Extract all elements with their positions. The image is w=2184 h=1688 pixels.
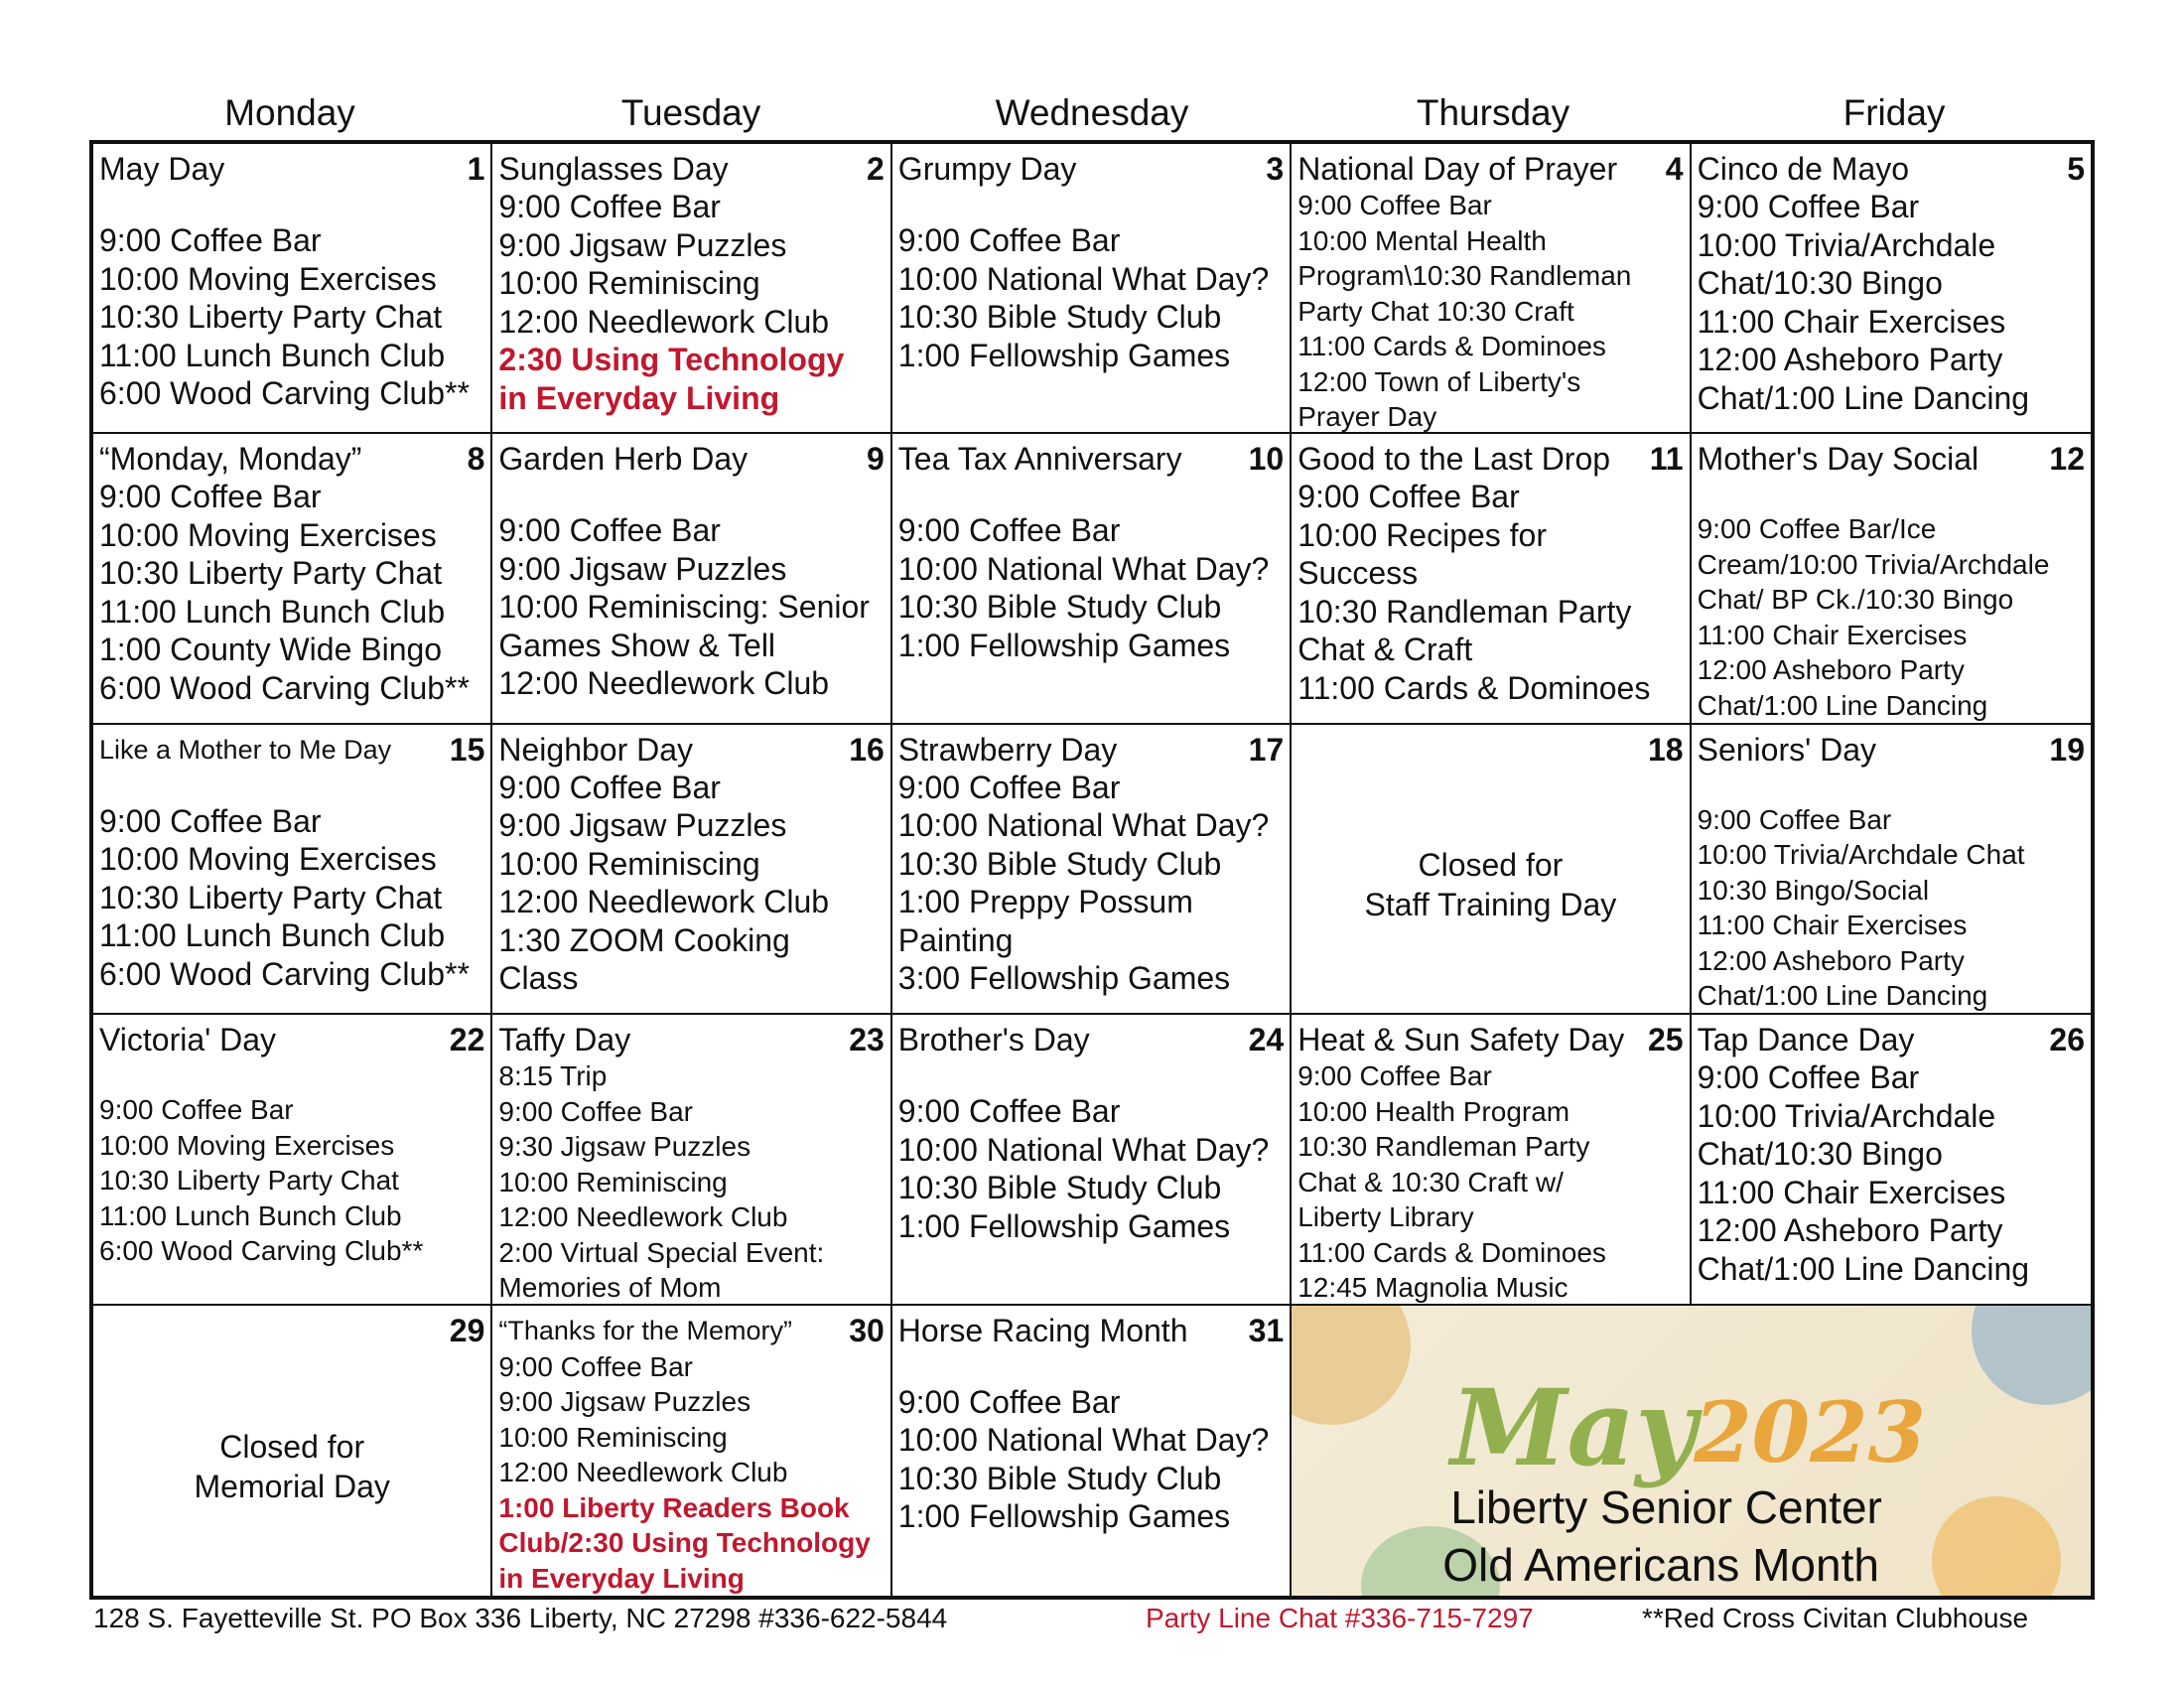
event-item: Memories of Mom [498, 1272, 722, 1304]
event-item: 8:15 Trip [498, 1060, 608, 1092]
event-item [99, 188, 486, 221]
event-item: Painting [897, 921, 1014, 958]
event-item: 10:00 Trivia/Archdale Chat [1697, 839, 2025, 871]
event-item: 12:00 Needlework Club [498, 884, 830, 920]
event-item: 9:00 Jigsaw Puzzles [498, 1386, 751, 1418]
day-number: 22 [449, 1022, 485, 1058]
day-cell-25 [1292, 1015, 1691, 1305]
event-item: 10:30 Liberty Party Chat [99, 555, 443, 592]
day-cell-1 [93, 144, 492, 434]
day-cell-26 [1692, 1015, 2091, 1305]
event-item: 10:00 Reminiscing [498, 1166, 728, 1197]
event-item: 12:00 Needlework Club [498, 665, 830, 702]
event-item [898, 188, 1286, 221]
event-item: 12:00 Needlework Club [498, 303, 830, 340]
closed-notice-line: Memorial Day [194, 1468, 390, 1504]
day-cell-5 [1692, 144, 2091, 434]
event-item: 10:00 Health Program [1297, 1095, 1570, 1127]
event-item: Games Show & Tell [498, 627, 776, 663]
event-item: Prayer Day [1297, 401, 1437, 432]
event-item: 1:00 Fellowship Games [897, 337, 1231, 373]
event-item: 11:00 Lunch Bunch Club [99, 1199, 402, 1231]
event-item: Party Chat 10:30 Craft [1297, 295, 1574, 327]
event-item: 10:30 Bible Study Club [897, 299, 1222, 335]
day-cell-4 [1292, 144, 1691, 434]
event-item: 11:00 Cards & Dominoes [1297, 331, 1606, 361]
day-cell-11 [1292, 434, 1691, 724]
event-item: 9:00 Coffee Bar [498, 1350, 694, 1382]
event-item: 12:45 Magnolia Music [1297, 1272, 1569, 1304]
day-cell-3 [892, 144, 1292, 434]
event-item: Chat & Craft [1297, 632, 1473, 668]
event-item: 11:00 Lunch Bunch Club [99, 593, 446, 630]
event-item: 9:00 Jigsaw Puzzles [498, 807, 787, 844]
event-item: 10:00 Reminiscing: Senior [498, 589, 870, 626]
day-number: 1 [467, 151, 485, 187]
event-item: 10:30 Liberty Party Chat [99, 299, 443, 335]
closed-notice [1292, 845, 1689, 924]
day-cell-18 [1292, 725, 1691, 1015]
day-title: “Monday, Monday” [99, 441, 362, 478]
day-title: “Thanks for the Memory” [498, 1315, 792, 1345]
day-number: 17 [1248, 731, 1285, 768]
day-title: Horse Racing Month [897, 1312, 1188, 1348]
event-item: 9:00 Coffee Bar [1697, 1059, 1920, 1096]
banner-center-name: Liberty Senior Center [1450, 1480, 1882, 1533]
event-item: 10:00 Trivia/Archdale [1697, 1097, 1996, 1134]
event-item: Liberty Library [1297, 1201, 1474, 1233]
day-title: May Day [99, 151, 225, 187]
day-number: 11 [1649, 441, 1684, 478]
day-title: Garden Herb Day [498, 441, 749, 478]
event-item: 9:00 Coffee Bar/Ice [1697, 513, 1937, 545]
month-banner [1292, 1306, 2091, 1596]
event-item [898, 478, 1286, 511]
day-cell-16 [492, 725, 891, 1015]
event-item: Class [498, 960, 579, 997]
day-number: 26 [2049, 1022, 2085, 1058]
day-cell-24 [892, 1015, 1292, 1305]
closed-notice-line: Closed for [1418, 846, 1564, 883]
event-item: 1:30 ZOOM Cooking [498, 921, 790, 958]
day-number: 30 [849, 1312, 885, 1348]
event-item [99, 1058, 486, 1092]
highlight-event-item: Club/2:30 Using Technology [498, 1527, 871, 1559]
day-number: 19 [2049, 731, 2085, 768]
day-number: 25 [1648, 1022, 1684, 1058]
event-item: 2:00 Virtual Special Event: [498, 1236, 825, 1268]
event-item: 12:00 Asheboro Party [1697, 944, 1965, 976]
event-item: 12:00 Asheboro Party [1697, 342, 2003, 377]
day-title: Mother's Day Social [1697, 441, 1979, 478]
highlight-event-item: in Everyday Living [498, 1562, 745, 1594]
event-item: 9:00 Coffee Bar [498, 512, 721, 549]
event-item: Cream/10:00 Trivia/Archdale [1697, 548, 2050, 580]
event-item: 9:00 Coffee Bar [1697, 803, 1892, 835]
event-item: 9:00 Coffee Bar [498, 189, 721, 224]
highlight-event-item: in Everyday Living [498, 379, 780, 416]
event-item: 10:00 National What Day? [897, 260, 1270, 297]
day-number: 12 [2049, 441, 2085, 478]
event-item: 9:00 Coffee Bar [1297, 479, 1520, 515]
event-item: 10:30 Liberty Party Chat [99, 1165, 399, 1196]
day-title: Neighbor Day [498, 731, 694, 768]
day-title: Like a Mother to Me Day [99, 734, 392, 765]
event-item: Chat/10:30 Bingo [1697, 265, 1943, 301]
day-number: 10 [1248, 441, 1285, 478]
day-cell-10 [892, 434, 1292, 724]
event-item: 10:00 Reminiscing [498, 845, 760, 882]
day-number: 4 [1665, 151, 1684, 187]
event-item: Success [1297, 555, 1419, 592]
event-item: Chat/1:00 Line Dancing [1697, 689, 1988, 721]
day-number: 23 [849, 1022, 885, 1058]
day-number: 29 [449, 1312, 485, 1348]
day-number: 15 [449, 731, 485, 768]
event-item: 6:00 Wood Carving Club** [99, 1235, 424, 1267]
event-item: 11:00 Chair Exercises [1697, 1174, 2006, 1210]
day-cell-12 [1692, 434, 2091, 724]
decor-shape [1972, 1306, 2091, 1405]
event-item: 10:30 Liberty Party Chat [99, 879, 443, 915]
closed-notice [93, 1427, 490, 1506]
day-number: 2 [867, 151, 885, 187]
closed-notice-line: Closed for [219, 1428, 365, 1465]
event-item: 11:00 Chair Exercises [1697, 619, 1968, 650]
event-item: 10:00 Moving Exercises [99, 260, 437, 297]
event-item: 1:00 County Wide Bingo [99, 632, 443, 668]
day-title: Seniors' Day [1697, 731, 1876, 768]
weekday-thursday: Thursday [1416, 92, 1570, 133]
event-item: Chat/1:00 Line Dancing [1697, 980, 1988, 1012]
event-item [99, 769, 486, 802]
day-cell-19 [1692, 725, 2091, 1015]
event-item: 10:00 Moving Exercises [99, 1129, 395, 1161]
event-item: 9:00 Coffee Bar [897, 512, 1121, 549]
day-title: Cinco de Mayo [1697, 151, 1910, 187]
day-cell-30 [492, 1306, 891, 1596]
day-number: 16 [849, 731, 885, 768]
event-item: 12:00 Needlework Club [498, 1457, 788, 1488]
day-title: Tea Tax Anniversary [897, 441, 1182, 478]
day-cell-22 [93, 1015, 492, 1305]
event-item: 11:00 Cards & Dominoes [1297, 1236, 1606, 1268]
weekday-header [89, 85, 2095, 141]
event-item: 11:00 Cards & Dominoes [1297, 669, 1651, 706]
event-item: 10:00 Moving Exercises [99, 516, 437, 553]
event-item: 9:00 Coffee Bar [897, 1383, 1121, 1420]
calendar-grid [89, 140, 2095, 1600]
day-cell-2 [492, 144, 891, 434]
event-item: 10:30 Bible Study Club [897, 1170, 1222, 1206]
event-item: 3:00 Fellowship Games [897, 960, 1231, 997]
event-item: Program\10:30 Randleman [1297, 260, 1632, 291]
day-title: Good to the Last Drop [1297, 441, 1611, 478]
event-item: 10:00 Trivia/Archdale [1697, 226, 1996, 263]
event-item: 12:00 Needlework Club [498, 1201, 788, 1233]
event-item: 9:00 Coffee Bar [99, 1094, 294, 1126]
day-cell-29 [93, 1306, 492, 1596]
event-item: 10:00 Reminiscing [498, 1421, 728, 1453]
day-title: Brother's Day [897, 1022, 1090, 1058]
day-title: Heat & Sun Safety Day [1297, 1022, 1625, 1058]
weekday-friday: Friday [1843, 92, 1946, 133]
day-number: 9 [867, 441, 885, 478]
weekday-wednesday: Wednesday [995, 92, 1189, 133]
event-item: 10:30 Bible Study Club [897, 589, 1222, 626]
event-item: 10:00 National What Day? [897, 1131, 1270, 1168]
event-item: 12:00 Asheboro Party [1697, 654, 1965, 686]
event-item: Chat/ BP Ck./10:30 Bingo [1697, 584, 2014, 616]
event-item: 9:00 Coffee Bar [99, 222, 322, 258]
event-item: 6:00 Wood Carving Club** [99, 955, 470, 992]
day-number: 8 [467, 441, 485, 478]
day-number: 31 [1248, 1312, 1285, 1348]
day-title: Strawberry Day [897, 731, 1118, 768]
day-number: 24 [1248, 1022, 1285, 1058]
highlight-event-item: 1:00 Liberty Readers Book [498, 1491, 850, 1523]
day-number: 18 [1648, 731, 1684, 768]
day-title: Victoria' Day [99, 1022, 277, 1058]
weekday-tuesday: Tuesday [620, 92, 761, 133]
event-item: 9:30 Jigsaw Puzzles [498, 1131, 751, 1163]
day-cell-8 [93, 434, 492, 724]
banner-year: 2023 [1694, 1382, 1926, 1481]
event-item: 9:00 Coffee Bar [99, 802, 322, 839]
event-item: 10:00 National What Day? [897, 550, 1270, 587]
event-item: 10:30 Bingo/Social [1697, 874, 1930, 906]
event-item: 1:00 Fellowship Games [897, 1207, 1231, 1244]
event-item: 10:00 Reminiscing [498, 265, 760, 301]
event-item: 1:00 Fellowship Games [897, 627, 1231, 663]
event-item: 11:00 Lunch Bunch Club [99, 337, 446, 373]
event-item: 10:00 National What Day? [897, 807, 1270, 844]
event-item: 9:00 Coffee Bar [1297, 190, 1492, 220]
event-item: 10:30 Randleman Party [1297, 1131, 1590, 1163]
event-item: Chat/1:00 Line Dancing [1697, 379, 2030, 416]
event-item: 12:00 Town of Liberty's [1297, 365, 1581, 397]
day-cell-9 [492, 434, 891, 724]
event-item: 10:30 Bible Study Club [897, 1460, 1222, 1496]
event-item: 11:00 Chair Exercises [1697, 303, 2006, 340]
event-item: 9:00 Coffee Bar [897, 222, 1121, 258]
event-item: 1:00 Preppy Possum [897, 884, 1193, 920]
event-item: 10:00 Moving Exercises [99, 841, 437, 878]
footer-party-line: Party Line Chat #336-715-7297 [1146, 1603, 1534, 1633]
event-item: 1:00 Fellowship Games [897, 1498, 1231, 1535]
event-item: 9:00 Coffee Bar [498, 769, 721, 805]
event-item [898, 1349, 1286, 1383]
day-title: Tap Dance Day [1697, 1022, 1915, 1058]
event-item [498, 478, 886, 511]
closed-notice-line: Staff Training Day [1364, 886, 1617, 922]
event-item: 11:00 Lunch Bunch Club [99, 917, 446, 954]
day-number: 3 [1266, 151, 1285, 187]
footer-note: **Red Cross Civitan Clubhouse [1642, 1603, 2029, 1633]
event-item: 9:00 Coffee Bar [1697, 189, 1920, 224]
event-item: 10:30 Randleman Party [1297, 593, 1632, 630]
event-item: 6:00 Wood Carving Club** [99, 669, 470, 706]
event-item: 6:00 Wood Carving Club** [99, 375, 470, 411]
event-item: 9:00 Jigsaw Puzzles [498, 226, 787, 263]
decor-shape [1292, 1306, 1411, 1425]
banner-subtitle: Old Americans Month [1442, 1538, 1879, 1591]
day-title: Taffy Day [498, 1022, 631, 1058]
event-item [898, 1058, 1286, 1092]
event-item [1698, 478, 2087, 511]
day-number: 5 [2067, 151, 2085, 187]
event-item: 9:00 Coffee Bar [1297, 1060, 1492, 1092]
event-item: Chat/10:30 Bingo [1697, 1136, 1943, 1173]
event-item: 12:00 Asheboro Party [1697, 1212, 2003, 1249]
banner-month: May [1450, 1364, 1697, 1489]
event-item: 11:00 Chair Exercises [1697, 910, 1968, 941]
event-item: 9:00 Coffee Bar [99, 479, 322, 515]
event-item: 10:00 Mental Health [1297, 224, 1547, 256]
day-title: National Day of Prayer [1297, 151, 1618, 187]
day-title: Grumpy Day [897, 151, 1077, 187]
event-item [1698, 769, 2087, 802]
day-cell-31 [892, 1306, 1292, 1596]
day-title: Sunglasses Day [498, 151, 729, 187]
day-cell-17 [892, 725, 1292, 1015]
event-item: 9:00 Coffee Bar [897, 1093, 1121, 1130]
decor-shape [1932, 1496, 2061, 1596]
footer-address: 128 S. Fayetteville St. PO Box 336 Liberty, NC 27298 #336-622-5844 [93, 1603, 948, 1633]
event-item: 9:00 Coffee Bar [897, 769, 1121, 805]
event-item: 9:00 Coffee Bar [498, 1095, 694, 1127]
event-item: Chat/1:00 Line Dancing [1697, 1250, 2030, 1287]
highlight-event-item: 2:30 Using Technology [498, 342, 845, 377]
day-cell-23 [492, 1015, 891, 1305]
event-item: Chat & 10:30 Craft w/ [1297, 1166, 1564, 1197]
weekday-monday: Monday [224, 92, 355, 133]
day-cell-15 [93, 725, 492, 1015]
event-item: 10:00 Recipes for [1297, 516, 1547, 553]
event-item: 10:00 National What Day? [897, 1422, 1270, 1459]
event-item: 9:00 Jigsaw Puzzles [498, 550, 787, 587]
event-item: 10:30 Bible Study Club [897, 845, 1222, 882]
